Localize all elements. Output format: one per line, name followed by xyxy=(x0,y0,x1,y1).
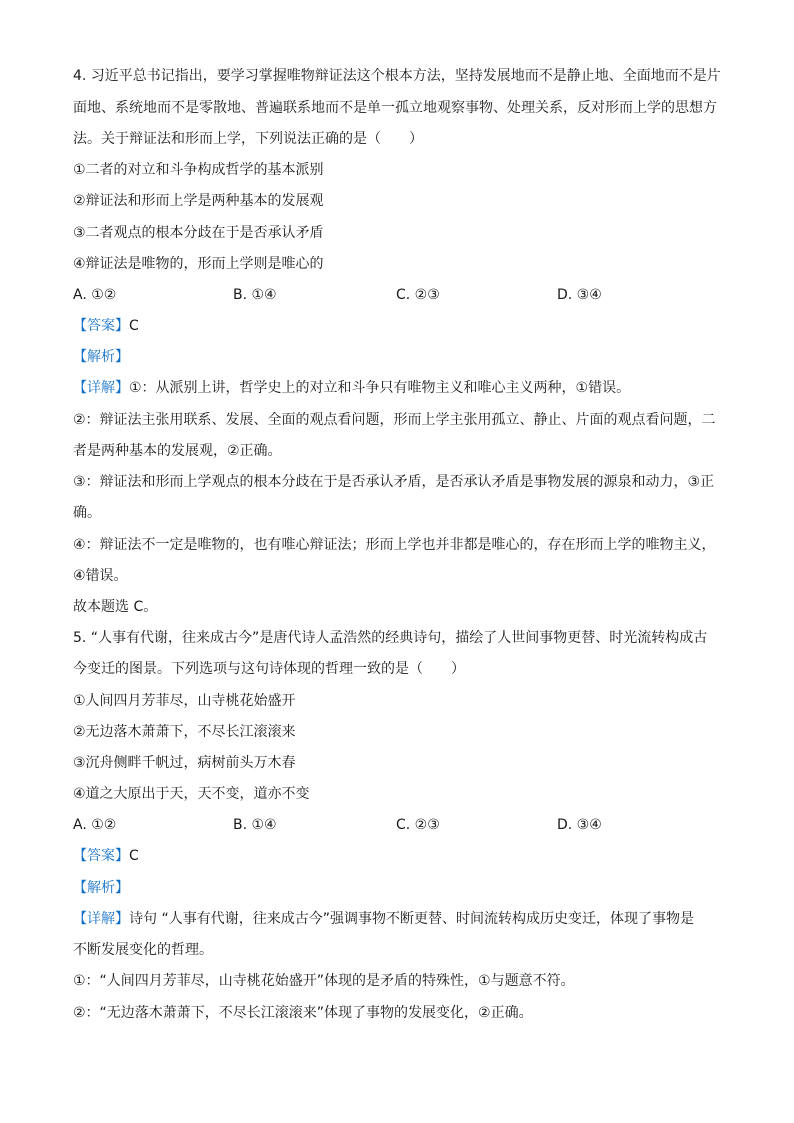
q4-answer xyxy=(73,316,733,336)
q5-item-1: ①人间四月芳菲尽，山寺桃花始盛开 xyxy=(73,693,296,709)
q5-detail-tag: 【详解】 xyxy=(73,911,129,927)
q5-item-3: ③沉舟侧畔千帆过，病树前头万木春 xyxy=(73,755,296,771)
q4-answer-value: C xyxy=(129,318,139,334)
q5-answer-tag: 【答案】 xyxy=(73,848,129,864)
q4-stem-line-1: 4. 习近平总书记指出，要学习掌握唯物辩证法这个根本方法，坚持发展地而不是静止地、全面地而不是片 xyxy=(73,68,721,84)
q5-answer xyxy=(73,846,733,866)
q5-stem-line-2: 今变迁的图景。下列选项与这句诗体现的哲理一致的是（ ） xyxy=(73,661,465,677)
q4-detail-line-6: ④：辩证法不一定是唯物的，也有唯心辩证法；形而上学也并非都是唯心的，存在形而上学的唯物主义， xyxy=(73,537,716,553)
q5-detail-line-4: ②：“无边落木萧萧下，不尽长江滚滚来”体现了事物的发展变化，②正确。 xyxy=(73,1005,533,1021)
q4-answer-tag: 【答案】 xyxy=(73,318,129,334)
q4-conclusion: 故本题选 C。 xyxy=(73,599,158,615)
q4-analysis-tag: 【解析】 xyxy=(73,349,129,365)
q4-item-4: ④辩证法是唯物的，形而上学则是唯心的 xyxy=(73,256,324,272)
q5-stem-line-1: 5. “人事有代谢，往来成古今”是唐代诗人孟浩然的经典诗句，描绘了人世间事物更替、时光流转构成古 xyxy=(73,630,708,646)
q4-detail-line-1: 【详解】①：从派别上讲，哲学史上的对立和斗争只有唯物主义和唯心主义两种，①错误。 xyxy=(73,380,631,396)
q4-option-b: B. ①④ xyxy=(233,287,277,303)
q4-stem-line-2: 面地、系统地而不是零散地、普遍联系地而不是单一孤立地观察事物、处理关系，反对形而上学的思想方 xyxy=(73,100,717,116)
q4-detail-line-4: ③：辩证法和形而上学观点的根本分歧在于是否承认矛盾，是否承认矛盾是事物发展的源泉和动力，③正 xyxy=(73,474,715,490)
q4-detail-tag: 【详解】 xyxy=(73,380,129,396)
q4-option-d: D. ③④ xyxy=(557,287,602,303)
q4-item-3: ③二者观点的根本分歧在于是否承认矛盾 xyxy=(73,225,324,241)
q5-option-a: A. ①② xyxy=(73,817,117,833)
q4-option-a: A. ①② xyxy=(73,287,117,303)
q5-option-b: B. ①④ xyxy=(233,817,277,833)
q4-detail-line-5: 确。 xyxy=(73,505,101,521)
q4-item-1: ①二者的对立和斗争构成哲学的基本派别 xyxy=(73,162,324,178)
q5-option-c: C. ②③ xyxy=(396,817,440,833)
q5-item-2: ②无边落木萧萧下，不尽长江滚滚来 xyxy=(73,724,296,740)
q5-detail-line-2: 不断发展变化的哲理。 xyxy=(73,942,213,958)
q5-detail-line-3: ①：“人间四月芳菲尽，山寺桃花始盛开”体现的是矛盾的特殊性，①与题意不符。 xyxy=(73,973,575,989)
q5-option-d: D. ③④ xyxy=(557,817,602,833)
q4-item-2: ②辩证法和形而上学是两种基本的发展观 xyxy=(73,193,324,209)
q4-stem-line-3: 法。关于辩证法和形而上学，下列说法正确的是（ ） xyxy=(73,131,423,147)
q4-option-c: C. ②③ xyxy=(396,287,440,303)
q4-detail-line-3: 者是两种基本的发展观，②正确。 xyxy=(73,443,282,459)
q5-answer-value: C xyxy=(129,848,139,864)
q4-detail-line-7: ④错误。 xyxy=(73,568,128,584)
q5-analysis-tag: 【解析】 xyxy=(73,880,129,896)
q4-detail-line-2: ②：辩证法主张用联系、发展、全面的观点看问题，形而上学主张用孤立、静止、片面的观点看问题，二 xyxy=(73,412,716,428)
q5-detail-line-1: 【详解】诗句 “人事有代谢，往来成古今”强调事物不断更替、时间流转构成历史变迁，体现了事物是 xyxy=(73,911,694,927)
q5-item-4: ④道之大原出于天，天不变，道亦不变 xyxy=(73,786,310,802)
